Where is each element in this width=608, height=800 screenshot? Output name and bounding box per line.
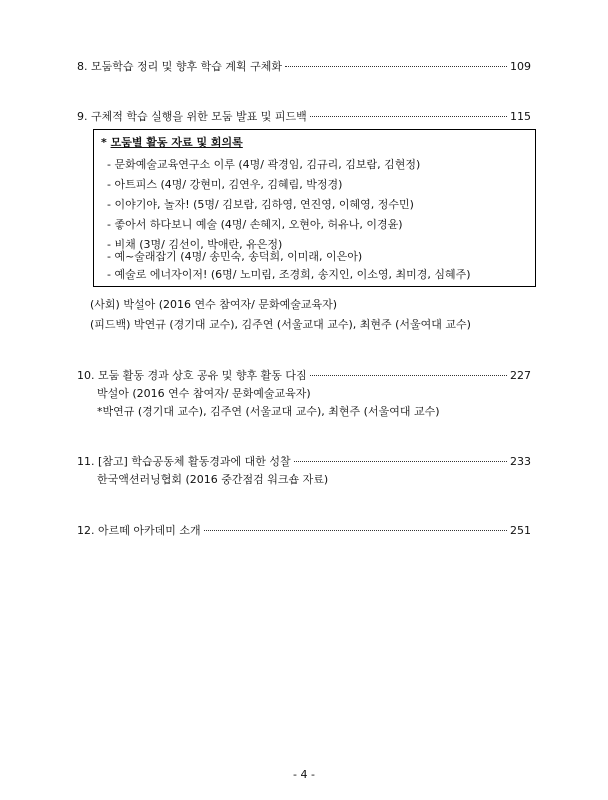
toc-entry-8 — [77, 60, 531, 73]
toc-page-number: 115 — [510, 110, 531, 123]
toc-title: 12. 아르떼 아카데미 소개 — [77, 524, 201, 537]
box-title-prefix: * — [101, 136, 111, 149]
toc-title: 11. [참고] 학습공동체 활동경과에 대한 성찰 — [77, 455, 291, 468]
group-item: - 이야기야, 놀자! (5명/ 김보람, 김하영, 연진영, 이혜영, 정수민) — [107, 198, 414, 211]
toc-page-number: 251 — [510, 524, 531, 537]
box-title-text: 모둠별 활동 자료 및 회의록 — [110, 136, 243, 149]
toc-entry-11 — [77, 455, 531, 468]
dot-leader — [310, 375, 507, 376]
toc-title: 10. 모둠 활동 경과 상호 공유 및 향후 활동 다짐 — [77, 369, 307, 382]
toc-entry-10 — [77, 369, 531, 382]
group-item: - 좋아서 하다보니 예술 (4명/ 손혜지, 오현아, 허유나, 이경윤) — [107, 218, 403, 231]
toc-entry-12 — [77, 524, 531, 537]
box-title — [101, 136, 243, 149]
source-line: 한국액션러닝협회 (2016 중간점검 워크숍 자료) — [97, 473, 329, 486]
toc-page-number: 227 — [510, 369, 531, 382]
dot-leader — [285, 66, 507, 67]
dot-leader — [204, 530, 507, 531]
toc-page-number: 109 — [510, 60, 531, 73]
group-item: - 예술로 에너자이저! (6명/ 노미림, 조경희, 송지인, 이소영, 최미경, 심혜주) — [107, 268, 471, 281]
toc-title: 9. 구체적 학습 실행을 위한 모둠 발표 및 피드백 — [77, 110, 307, 123]
dot-leader — [310, 116, 507, 117]
presenter-line: 박설아 (2016 연수 참여자/ 문화예술교육자) — [97, 387, 311, 400]
group-item: - 비채 (3명/ 김선이, 박애란, 유은정) — [107, 238, 283, 251]
feedback-line: (피드백) 박연규 (경기대 교수), 김주연 (서울교대 교수), 최현주 (서울여대 교수) — [90, 318, 471, 331]
toc-page-number: 233 — [510, 455, 531, 468]
toc-entry-9 — [77, 110, 531, 123]
group-item: - 문화예술교육연구소 이루 (4명/ 곽경임, 김규리, 김보람, 김현정) — [107, 158, 421, 171]
moderator-line: (사회) 박설아 (2016 연수 참여자/ 문화예술교육자) — [90, 298, 337, 311]
group-item: - 예~술래잡기 (4명/ 송민숙, 송덕희, 이미래, 이은아) — [107, 250, 363, 263]
page-number-footer: - 4 - — [293, 768, 315, 781]
reviewers-line: *박연규 (경기대 교수), 김주연 (서울교대 교수), 최현주 (서울여대 교수) — [97, 405, 440, 418]
dot-leader — [294, 461, 507, 462]
group-item: - 아트피스 (4명/ 강현미, 김연우, 김혜림, 박정경) — [107, 178, 343, 191]
toc-title: 8. 모둠학습 정리 및 향후 학습 계획 구체화 — [77, 60, 282, 73]
